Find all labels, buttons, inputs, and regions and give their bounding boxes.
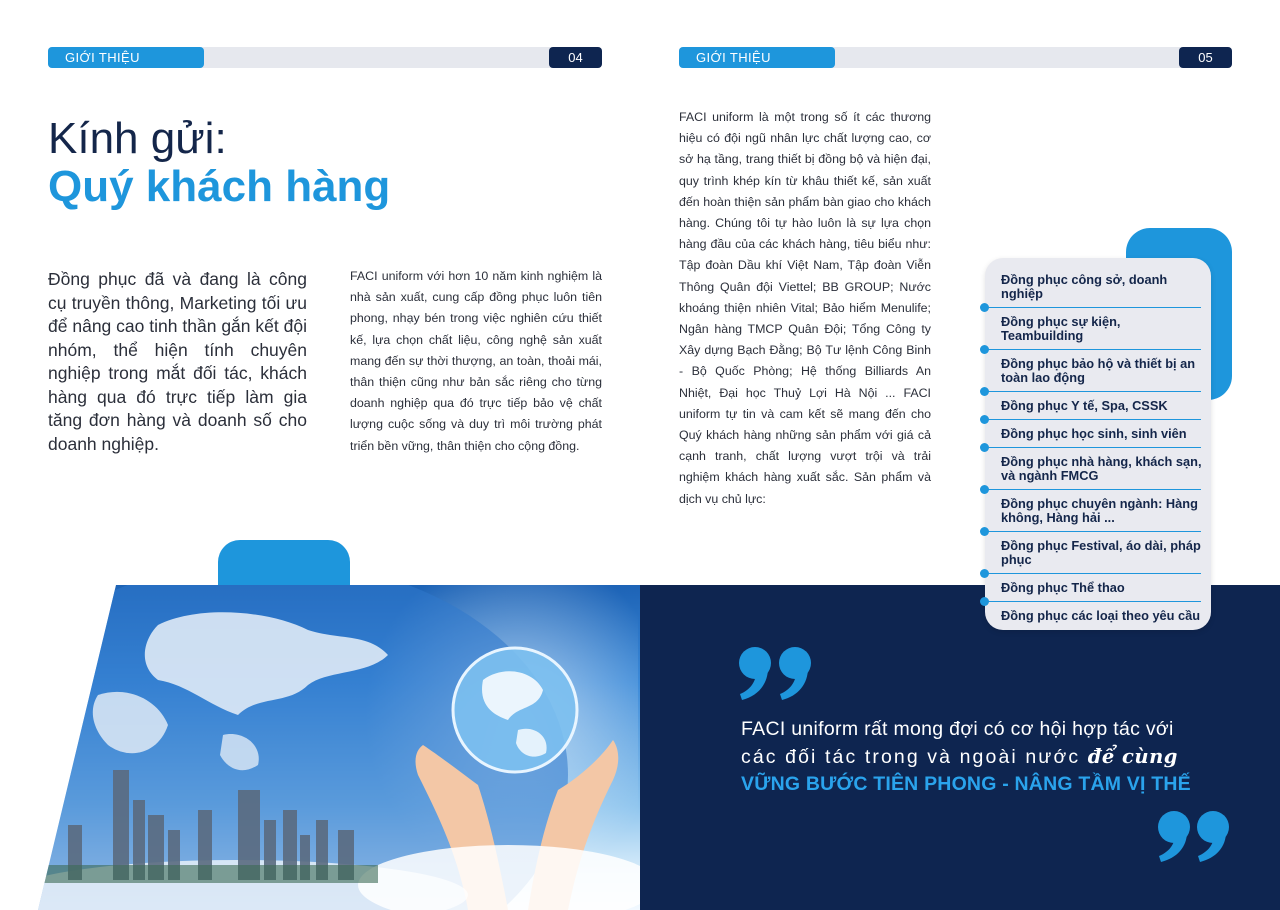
- page-number-right: 05: [1179, 47, 1232, 68]
- service-label: Đồng phục chuyên ngành: Hàng không, Hàng hải ...: [1001, 496, 1198, 525]
- quote-line-2-text: các đối tác trong và ngoài nước: [741, 746, 1081, 768]
- service-item: [985, 266, 1211, 308]
- service-label: Đồng phục Festival, áo dài, pháp phục: [1001, 538, 1201, 567]
- company-paragraph-right: FACI uniform là một trong số ít các thương hiệu có đội ngũ nhân lực chất lượng cao, cơ sở hạ tầng, trang thiết bị đồng bộ và hiện đại, quy trình khép kín từ khâu thiết kế, sản xuất đến hoàn thiện sản phẩm bàn giao cho khách hàng. Chúng tôi tự hào luôn là sự lựa chọn hàng đầu của các khách hàng, tiêu biểu như: Tập đoàn Dầu khí Việt Nam, Tập đoàn Viễn Thông Quân đội Viettel; BB GROUP; Nước khoáng thiện nhiên Vital; Bảo hiểm Menulife; Ngân hàng TMCP Quân Đội; Tổng Công ty Xây dựng Bạch Đằng; Bộ Tư lệnh Công Binh - Bộ Quốc Phòng; Hệ thống Billiards An Nhiệt, Đại học Thuỷ Lợi Hà Nội ... FACI uniform tự tin và cam kết sẽ mang đến cho Quý khách hàng những sản phẩm với giá cả cạnh tranh, chất lượng vượt trội và trải nghiệm khách hàng xuất sắc. Sản phẩm và dịch vụ chủ lực:: [679, 110, 931, 506]
- company-paragraph-left: FACI uniform với hơn 10 năm kinh nghiệm là nhà sản xuất, cung cấp đồng phục luôn tiên phong, nhạy bén trong việc nghiên cứu thiết kế, lựa chọn chất liệu, công nghệ sản xuất mang đến sự thời thượng, an toàn, thoải mái, thân thiện cũng như bản sắc riêng cho từng doanh nghiệp qua đó trực tiếp bảo vệ chất lượng cuộc sống và duy trì môi trường phát triển bền vững, thân thiện cho cộng đồng.: [350, 269, 602, 453]
- services-card: [985, 258, 1211, 630]
- quote-line-2: [741, 743, 1211, 771]
- quote-slogan: VỮNG BƯỚC TIÊN PHONG - NÂNG TẦM VỊ THẾ: [741, 773, 1191, 795]
- service-label: Đồng phục nhà hàng, khách sạn, và ngành FMCG: [1001, 454, 1202, 483]
- service-item: [985, 574, 1211, 602]
- section-tag-left: GIỚI THIỆU: [48, 47, 204, 68]
- quote-emphasis: để cùng: [1087, 745, 1178, 768]
- heading-greeting: Kính gửi:: [48, 114, 227, 163]
- page-number-left: 04: [549, 47, 602, 68]
- service-label: Đồng phục sự kiện, Teambuilding: [1001, 314, 1121, 343]
- quote-text: [741, 716, 1211, 798]
- service-item: [985, 448, 1211, 490]
- services-list: [985, 266, 1211, 630]
- quote-line-1: FACI uniform rất mong đợi có cơ hội hợp tác với: [741, 718, 1174, 740]
- globe-city-image: [38, 585, 640, 910]
- heading-customer: Quý khách hàng: [48, 162, 391, 211]
- service-item: [985, 392, 1211, 420]
- service-label: Đồng phục bảo hộ và thiết bị an toàn lao động: [1001, 356, 1196, 385]
- quote-open-icon: [738, 646, 814, 700]
- service-label: Đồng phục công sở, doanh nghiệp: [1001, 272, 1168, 301]
- intro-paragraph: Đồng phục đã và đang là công cụ truyền thông, Marketing tối ưu để nâng cao tinh thần gắn kết đội nhóm, thể hiện tính chuyên nghiệp trong mắt đối tác, khách hàng qua đó trực tiếp làm gia tăng đơn hàng và doanh số cho doanh nghiệp.: [48, 269, 307, 454]
- service-item: [985, 350, 1211, 392]
- service-item: [985, 532, 1211, 574]
- service-item: [985, 602, 1211, 630]
- section-tag-right: GIỚI THIỆU: [679, 47, 835, 68]
- service-item: [985, 490, 1211, 532]
- service-label: Đồng phục Y tế, Spa, CSSK: [1001, 398, 1168, 413]
- service-item: [985, 420, 1211, 448]
- service-label: Đồng phục Thể thao: [1001, 580, 1125, 595]
- service-label: Đồng phục các loại theo yêu cầu: [1001, 608, 1201, 623]
- service-item: [985, 308, 1211, 350]
- quote-close-icon: [1157, 810, 1231, 862]
- service-label: Đồng phục học sinh, sinh viên: [1001, 426, 1187, 441]
